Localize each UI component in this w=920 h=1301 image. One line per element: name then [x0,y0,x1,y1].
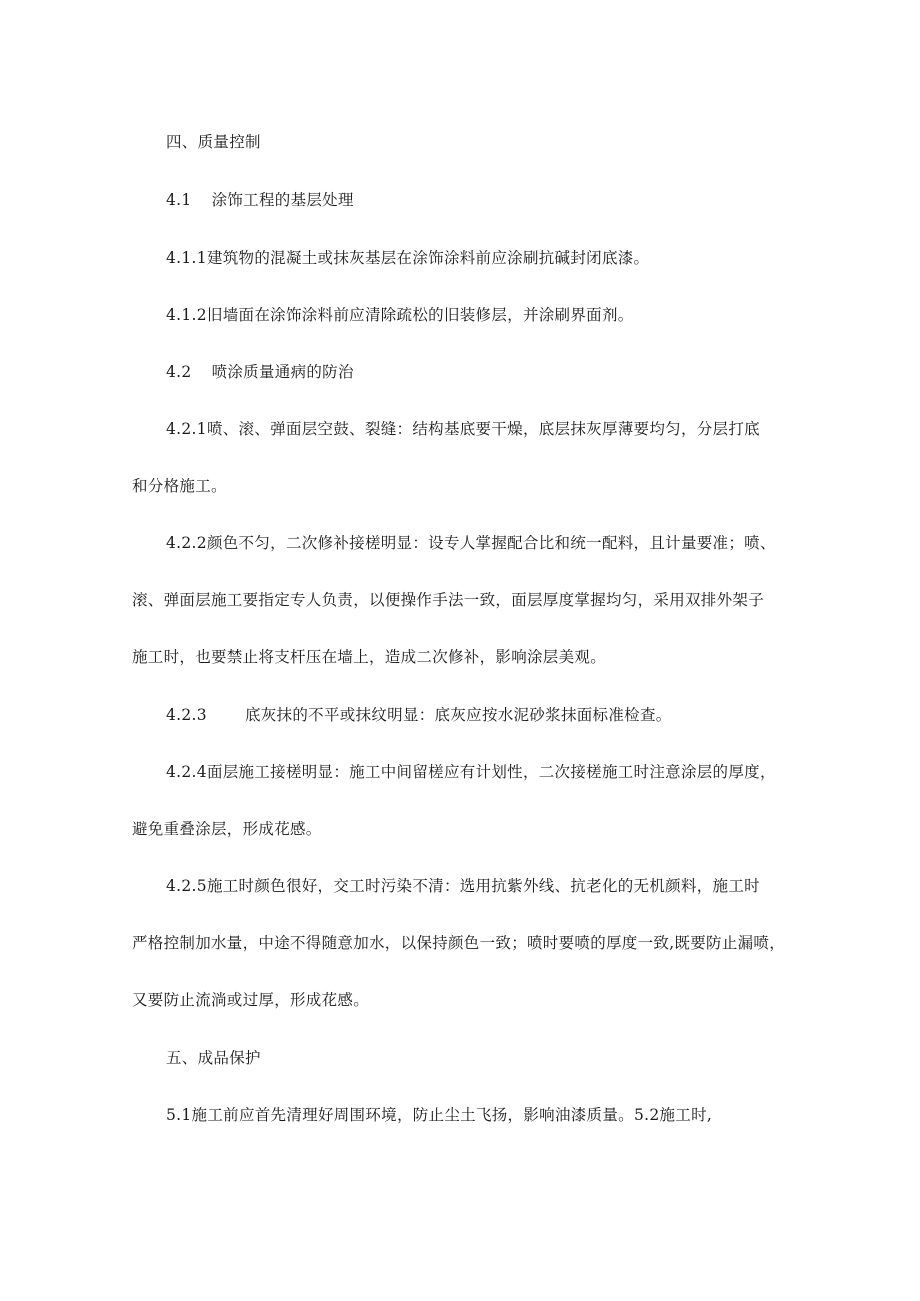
paragraph-4-2-2-line-1: 4.2.2颜色不匀，二次修补接槎明显：设专人掌握配合比和统一配料，且计量要准；喷、 [166,534,776,552]
paragraph-4-2-4-line-1: 4.2.4面层施工接槎明显：施工中间留槎应有计划性，二次接槎施工时注意涂层的厚度， [166,763,776,781]
paragraph-4-2-4-line-2: 避免重叠涂层，形成花感。 [132,820,322,838]
subsection-number: 4.1 [166,191,192,209]
paragraph-4-2-2-line-2: 滚、弹面层施工要指定专人负责，以便操作手法一致，面层厚度掌握均匀，采用双排外架子 [132,591,765,609]
subsection-number: 4.2 [166,363,192,381]
section-heading-5: 五、成品保护 [166,1049,261,1067]
paragraph-4-2-5-line-3: 又要防止流淌或过厚，形成花感。 [132,991,370,1009]
paragraph-4-2-5-line-1: 4.2.5施工时颜色很好，交工时污染不清：选用抗紫外线、抗老化的无机颜料，施工时 [166,877,760,895]
paragraph-5-1: 5.1施工前应首先清理好周围环境，防止尘土飞扬，影响油漆质量。5.2施工时, [166,1106,713,1124]
subsection-title: 喷涂质量通病的防治 [211,363,354,381]
paragraph-4-1-2: 4.1.2旧墙面在涂饰涂料前应清除疏松的旧装修层，并涂刷界面剂。 [166,306,634,324]
section-heading-4: 四、质量控制 [166,133,261,151]
paragraph-text: 底灰抹的不平或抹纹明显：底灰应按水泥砂浆抹面标准检查。 [244,706,672,724]
paragraph-4-1-1: 4.1.1建筑物的混凝土或抹灰基层在涂饰涂料前应涂刷抗碱封闭底漆。 [166,249,650,267]
paragraph-number: 4.2.3 [166,706,207,724]
paragraph-4-2-3 [166,705,672,725]
subsection-heading-4-2 [166,362,354,382]
paragraph-4-2-2-line-3: 施工时，也要禁止将支杆压在墙上，造成二次修补，影响涂层美观。 [132,648,607,666]
paragraph-4-2-1-line-1: 4.2.1喷、滚、弹面层空鼓、裂缝：结构基底要干燥，底层抹灰厚薄要均匀，分层打底 [166,420,760,438]
paragraph-4-2-1-line-2: 和分格施工。 [132,477,227,495]
subsection-title: 涂饰工程的基层处理 [211,191,354,209]
subsection-heading-4-1 [166,190,354,210]
paragraph-4-2-5-line-2: 严格控制加水量，中途不得随意加水，以保持颜色一致；喷时要喷的厚度一致,既要防止漏喷， [132,934,786,952]
